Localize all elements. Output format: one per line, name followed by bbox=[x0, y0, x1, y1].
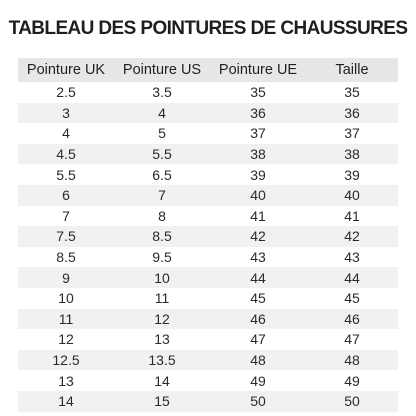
cell-size: 42 bbox=[344, 228, 360, 245]
cell-size: 35 bbox=[344, 84, 360, 101]
cell-us-size: 8.5 bbox=[152, 228, 172, 245]
table-row bbox=[18, 329, 398, 350]
cell-size: 37 bbox=[344, 125, 360, 142]
cell-size: 47 bbox=[344, 331, 360, 348]
table-row bbox=[18, 185, 398, 206]
header-eu-size: Pointure UE bbox=[218, 62, 298, 78]
table-row bbox=[18, 370, 398, 391]
table-row bbox=[18, 350, 398, 371]
table-row bbox=[18, 267, 398, 288]
cell-uk-size: 2.5 bbox=[56, 84, 76, 101]
cell-uk-size: 7.5 bbox=[56, 228, 76, 245]
table-row bbox=[18, 391, 398, 412]
table-row bbox=[18, 123, 398, 144]
cell-us-size: 11 bbox=[154, 290, 170, 307]
cell-us-size: 5 bbox=[158, 125, 166, 142]
table-row bbox=[18, 82, 398, 103]
cell-eu-size: 42 bbox=[250, 228, 266, 245]
table-row bbox=[18, 226, 398, 247]
cell-size: 49 bbox=[344, 372, 360, 389]
cell-size: 50 bbox=[344, 393, 360, 410]
cell-uk-size: 8.5 bbox=[56, 249, 76, 266]
table-body bbox=[18, 82, 398, 412]
cell-us-size: 5.5 bbox=[152, 146, 172, 163]
header-us-size: Pointure US bbox=[122, 62, 202, 78]
cell-eu-size: 36 bbox=[250, 104, 266, 121]
cell-uk-size: 10 bbox=[58, 290, 74, 307]
cell-eu-size: 46 bbox=[250, 310, 266, 327]
cell-uk-size: 14 bbox=[58, 393, 74, 410]
cell-eu-size: 49 bbox=[250, 372, 266, 389]
cell-uk-size: 11 bbox=[58, 310, 74, 327]
cell-eu-size: 47 bbox=[250, 331, 266, 348]
page-title: TABLEAU DES POINTURES DE CHAUSSURES bbox=[8, 18, 408, 39]
cell-uk-size: 5.5 bbox=[56, 166, 76, 183]
cell-eu-size: 39 bbox=[250, 166, 266, 183]
cell-eu-size: 41 bbox=[250, 207, 266, 224]
cell-size: 43 bbox=[344, 249, 360, 266]
table-header-row bbox=[18, 58, 398, 82]
cell-uk-size: 12 bbox=[58, 331, 74, 348]
cell-us-size: 4 bbox=[158, 104, 166, 121]
table-row bbox=[18, 247, 398, 268]
cell-eu-size: 44 bbox=[250, 269, 266, 286]
cell-uk-size: 7 bbox=[62, 207, 70, 224]
header-size: Taille bbox=[335, 62, 369, 78]
cell-us-size: 14 bbox=[154, 372, 170, 389]
cell-us-size: 13.5 bbox=[148, 352, 176, 369]
header-uk-size: Pointure UK bbox=[26, 62, 106, 78]
table-row bbox=[18, 144, 398, 165]
cell-size: 36 bbox=[344, 104, 360, 121]
cell-us-size: 10 bbox=[154, 269, 170, 286]
cell-uk-size: 9 bbox=[62, 269, 70, 286]
cell-us-size: 15 bbox=[154, 393, 170, 410]
cell-us-size: 7 bbox=[158, 187, 166, 204]
cell-us-size: 12 bbox=[154, 310, 170, 327]
cell-size: 39 bbox=[344, 166, 360, 183]
cell-eu-size: 45 bbox=[250, 290, 266, 307]
cell-uk-size: 12.5 bbox=[52, 352, 80, 369]
cell-eu-size: 50 bbox=[250, 393, 266, 410]
cell-uk-size: 13 bbox=[58, 372, 74, 389]
table-row bbox=[18, 206, 398, 227]
cell-eu-size: 43 bbox=[250, 249, 266, 266]
cell-us-size: 13 bbox=[154, 331, 170, 348]
cell-eu-size: 35 bbox=[250, 84, 266, 101]
table-row bbox=[18, 103, 398, 124]
cell-us-size: 9.5 bbox=[152, 249, 172, 266]
cell-uk-size: 4 bbox=[62, 125, 70, 142]
cell-eu-size: 37 bbox=[250, 125, 266, 142]
cell-uk-size: 6 bbox=[62, 187, 70, 204]
cell-us-size: 8 bbox=[158, 207, 166, 224]
size-table bbox=[18, 58, 398, 412]
table-row bbox=[18, 309, 398, 330]
cell-eu-size: 40 bbox=[250, 187, 266, 204]
cell-size: 45 bbox=[344, 290, 360, 307]
cell-size: 41 bbox=[344, 207, 360, 224]
cell-eu-size: 48 bbox=[250, 352, 266, 369]
table-row bbox=[18, 164, 398, 185]
cell-size: 48 bbox=[344, 352, 360, 369]
cell-uk-size: 4.5 bbox=[56, 146, 76, 163]
cell-size: 40 bbox=[344, 187, 360, 204]
cell-eu-size: 38 bbox=[250, 146, 266, 163]
cell-size: 46 bbox=[344, 310, 360, 327]
table-row bbox=[18, 288, 398, 309]
cell-us-size: 3.5 bbox=[152, 84, 172, 101]
cell-size: 44 bbox=[344, 269, 360, 286]
cell-us-size: 6.5 bbox=[152, 166, 172, 183]
cell-uk-size: 3 bbox=[62, 104, 70, 121]
cell-size: 38 bbox=[344, 146, 360, 163]
